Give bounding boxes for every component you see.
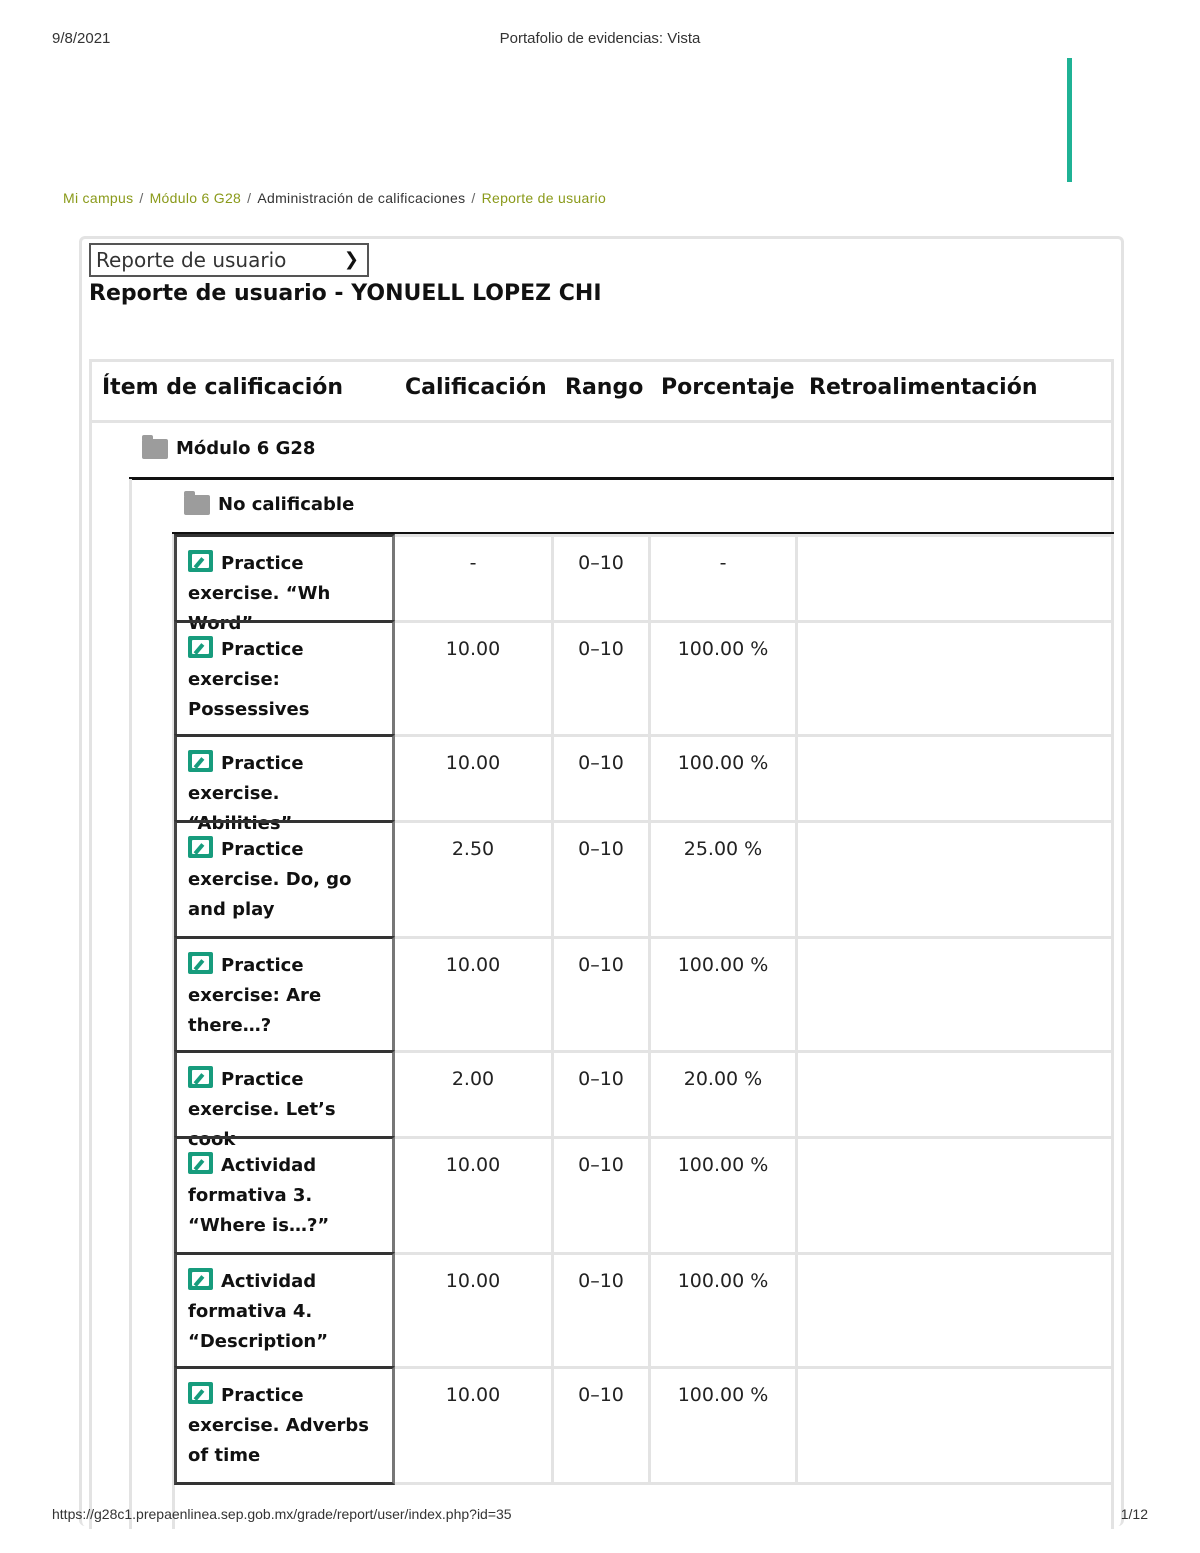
grade-cell: [395, 820, 554, 939]
header-item: Ítem de calificación: [102, 375, 344, 400]
grade-item-cell[interactable]: [174, 734, 395, 834]
grade-item-cell[interactable]: [174, 936, 395, 1053]
grade-item-cell[interactable]: [174, 1050, 395, 1150]
print-page-title: Portafolio de evidencias: Vista: [499, 30, 701, 47]
assignment-icon: [188, 836, 213, 858]
grade-cell: [395, 1136, 554, 1255]
assignment-icon: [188, 550, 213, 572]
percent-cell: [651, 1366, 798, 1485]
page-title: Reporte de usuario - YONUELL LOPEZ CHI: [89, 281, 602, 306]
range-value: 0–10: [578, 1384, 624, 1406]
table-row: [174, 1050, 1114, 1150]
grade-item-label[interactable]: Practice exercise. “Wh Word”: [188, 553, 331, 634]
print-date: 9/8/2021: [52, 30, 111, 47]
percent-cell: [651, 1136, 798, 1255]
grade-value: 10.00: [445, 1154, 501, 1176]
category-row: [142, 438, 315, 459]
feedback-cell: [798, 534, 1114, 623]
range-cell: [554, 1366, 651, 1485]
range-cell: [554, 1050, 651, 1139]
grade-value: -: [469, 552, 477, 574]
feedback-cell: [798, 936, 1114, 1053]
assignment-icon: [188, 1066, 213, 1088]
breadcrumb-separator: /: [139, 190, 144, 206]
percent-value: 20.00 %: [683, 1068, 763, 1090]
feedback-cell: [798, 1252, 1114, 1369]
table-row: [174, 1136, 1114, 1255]
percent-cell: [651, 1252, 798, 1369]
grade-cell: [395, 1050, 554, 1139]
range-value: 0–10: [578, 752, 624, 774]
feedback-cell: [798, 734, 1114, 823]
grade-item-label[interactable]: Actividad formativa 4. “Description”: [188, 1271, 329, 1352]
grade-value: 10.00: [445, 752, 501, 774]
grade-item-label[interactable]: Practice exercise. “Abilities”: [188, 753, 304, 834]
report-type-select[interactable]: [89, 243, 369, 277]
category-divider: [129, 477, 1114, 480]
header-range: Rango: [565, 375, 644, 400]
range-value: 0–10: [578, 1068, 624, 1090]
print-header: [52, 30, 1148, 50]
print-url: https://g28c1.prepaenlinea.sep.gob.mx/grade/report/user/index.php?id=35: [52, 1506, 512, 1522]
subcategory-row: [184, 494, 354, 515]
breadcrumb: [63, 190, 606, 206]
breadcrumb-item[interactable]: Módulo 6 G28: [149, 190, 242, 206]
assignment-icon: [188, 1152, 213, 1174]
percent-value: 100.00 %: [677, 954, 769, 976]
assignment-icon: [188, 636, 213, 658]
grade-item-label[interactable]: Actividad formativa 3. “Where is…?”: [188, 1155, 330, 1236]
table-row: [174, 936, 1114, 1053]
folder-icon: [142, 439, 168, 459]
grade-item-label[interactable]: Practice exercise: Are there…?: [188, 955, 322, 1036]
grade-cell: [395, 1366, 554, 1485]
table-row: [174, 1252, 1114, 1369]
grade-cell: [395, 936, 554, 1053]
assignment-icon: [188, 1382, 213, 1404]
percent-value: -: [719, 552, 727, 574]
grade-cell: [395, 1252, 554, 1369]
report-select-value: Reporte de usuario: [96, 248, 287, 272]
percent-value: 100.00 %: [677, 638, 769, 660]
grade-item-label[interactable]: Practice exercise. Adverbs of time: [188, 1385, 370, 1466]
range-value: 0–10: [578, 638, 624, 660]
range-cell: [554, 1136, 651, 1255]
range-value: 0–10: [578, 1270, 624, 1292]
grade-value: 2.50: [451, 838, 495, 860]
grade-value: 10.00: [445, 1270, 501, 1292]
percent-value: 100.00 %: [677, 1154, 769, 1176]
assignment-icon: [188, 1268, 213, 1290]
feedback-cell: [798, 1136, 1114, 1255]
feedback-cell: [798, 1050, 1114, 1139]
grade-item-cell[interactable]: [174, 1366, 395, 1485]
breadcrumb-item: Administración de calificaciones: [257, 190, 466, 206]
grade-value: 10.00: [445, 1384, 501, 1406]
feedback-cell: [798, 620, 1114, 737]
table-row: [174, 1366, 1114, 1485]
table-row: [174, 620, 1114, 737]
percent-value: 25.00 %: [683, 838, 763, 860]
range-cell: [554, 820, 651, 939]
assignment-icon: [188, 952, 213, 974]
grade-item-label[interactable]: Practice exercise: Possessives: [188, 639, 310, 720]
feedback-cell: [798, 820, 1114, 939]
grade-cell: [395, 734, 554, 823]
header-percent: Porcentaje: [661, 375, 795, 400]
range-value: 0–10: [578, 954, 624, 976]
assignment-icon: [188, 750, 213, 772]
breadcrumb-separator: /: [247, 190, 252, 206]
grade-item-cell[interactable]: [174, 1252, 395, 1369]
grade-item-label[interactable]: Practice exercise. Do, go and play: [188, 839, 352, 920]
table-row: [174, 734, 1114, 834]
grade-value: 2.00: [451, 1068, 495, 1090]
percent-cell: [651, 620, 798, 737]
percent-cell: [651, 936, 798, 1053]
range-value: 0–10: [578, 1154, 624, 1176]
header-grade: Calificación: [405, 375, 547, 400]
range-value: 0–10: [578, 838, 624, 860]
grade-cell: [395, 534, 554, 623]
percent-value: 100.00 %: [677, 752, 769, 774]
grade-value: 10.00: [445, 638, 501, 660]
percent-value: 100.00 %: [677, 1384, 769, 1406]
subcategory-name: No calificable: [218, 494, 355, 515]
print-page-number: 1/12: [1120, 1506, 1148, 1522]
header-feedback: Retroalimentación: [809, 375, 1038, 400]
percent-value: 100.00 %: [677, 1270, 769, 1292]
range-cell: [554, 1252, 651, 1369]
folder-icon: [184, 495, 210, 515]
grade-item-cell[interactable]: [174, 1136, 395, 1255]
range-cell: [554, 936, 651, 1053]
percent-cell: [651, 534, 798, 623]
range-cell: [554, 534, 651, 623]
percent-cell: [651, 1050, 798, 1139]
range-cell: [554, 620, 651, 737]
grade-item-label[interactable]: Practice exercise. Let’s cook: [188, 1069, 336, 1150]
percent-cell: [651, 734, 798, 823]
accent-bar: [1067, 58, 1072, 182]
table-row: [174, 820, 1114, 939]
grade-item-cell[interactable]: [174, 620, 395, 737]
category-name: Módulo 6 G28: [176, 438, 316, 459]
print-footer: [52, 1506, 1148, 1526]
table-header: [89, 359, 1114, 423]
grade-value: 10.00: [445, 954, 501, 976]
percent-cell: [651, 820, 798, 939]
breadcrumb-item[interactable]: Mi campus: [63, 190, 134, 206]
table-row: [174, 534, 1114, 634]
range-cell: [554, 734, 651, 823]
category-indent-line: [129, 479, 132, 1529]
grade-item-cell[interactable]: [174, 820, 395, 939]
chevron-down-icon: ❯: [343, 249, 359, 270]
grade-item-cell[interactable]: [174, 534, 395, 634]
feedback-cell: [798, 1366, 1114, 1485]
range-value: 0–10: [578, 552, 624, 574]
grade-cell: [395, 620, 554, 737]
breadcrumb-item[interactable]: Reporte de usuario: [481, 190, 607, 206]
breadcrumb-separator: /: [471, 190, 476, 206]
